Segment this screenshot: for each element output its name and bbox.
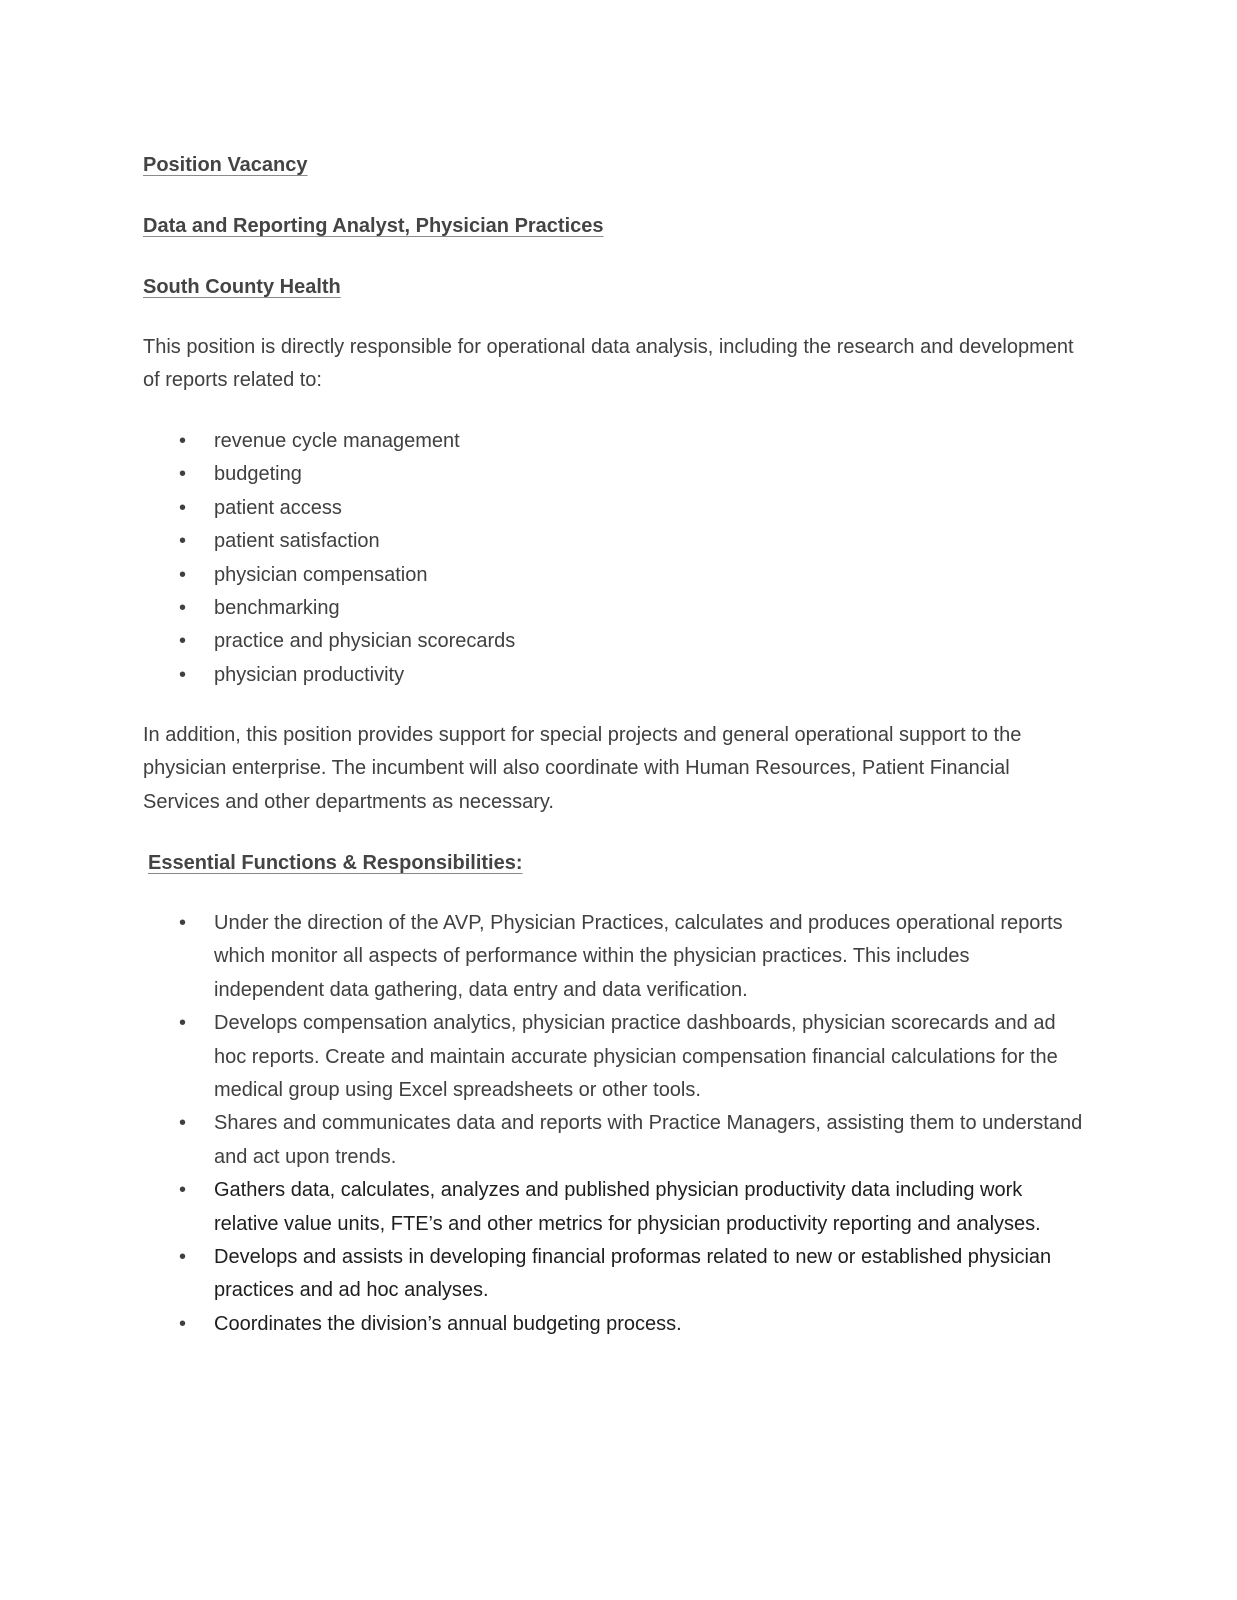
list-item-text: Develops and assists in developing financial proformas related to new or established physician practices and ad hoc analyses. bbox=[214, 1246, 1052, 1302]
list-item bbox=[143, 458, 1083, 491]
organization-heading: South County Health bbox=[143, 276, 341, 298]
bullet-icon: • bbox=[179, 496, 187, 519]
list-item-text: Under the direction of the AVP, Physician Practices, calculates and produces operational reports which monitor all aspects of performance within the physician practices. This includes independent data gathering, data entry and data verification. bbox=[214, 912, 1063, 1001]
bullet-icon: • bbox=[179, 597, 187, 620]
bullet-icon: • bbox=[179, 1312, 187, 1335]
list-item-text: Coordinates the division’s annual budgeting process. bbox=[214, 1312, 682, 1335]
bullet-icon: • bbox=[179, 1112, 187, 1135]
list-item bbox=[143, 625, 1083, 658]
report-topics-list bbox=[143, 425, 1083, 692]
list-item-text: patient satisfaction bbox=[214, 530, 380, 553]
list-item bbox=[143, 492, 1083, 525]
list-item-text: benchmarking bbox=[214, 597, 340, 620]
list-item bbox=[143, 1308, 1083, 1341]
bullet-icon: • bbox=[179, 463, 187, 486]
bullet-icon: • bbox=[179, 663, 187, 686]
essential-functions-heading: Essential Functions & Responsibilities: bbox=[148, 852, 523, 874]
list-item bbox=[143, 1007, 1083, 1107]
job-title-heading: Data and Reporting Analyst, Physician Practices bbox=[143, 215, 604, 237]
list-item bbox=[143, 425, 1083, 458]
list-item-text: practice and physician scorecards bbox=[214, 630, 516, 653]
list-item-text: physician compensation bbox=[214, 563, 428, 586]
intro-paragraph: This position is directly responsible for operational data analysis, including the research and development of reports related to: bbox=[143, 336, 1074, 392]
list-item-text: Develops compensation analytics, physician practice dashboards, physician scorecards and ad hoc reports. Create and maintain accurate physician compensation financial calculations for the medical group using Excel spreadsheets or other tools. bbox=[214, 1012, 1058, 1102]
functions-list bbox=[143, 907, 1083, 1341]
list-item bbox=[143, 659, 1083, 692]
bullet-icon: • bbox=[179, 430, 187, 452]
list-item-text: physician productivity bbox=[214, 663, 405, 686]
list-item-text: budgeting bbox=[214, 463, 302, 486]
list-item-text: revenue cycle management bbox=[214, 430, 460, 452]
list-item bbox=[143, 1174, 1083, 1241]
bullet-icon: • bbox=[179, 912, 187, 934]
list-item bbox=[143, 1107, 1083, 1174]
list-item-text: Shares and communicates data and reports with Practice Managers, assisting them to understand and act upon trends. bbox=[214, 1112, 1083, 1168]
addition-paragraph: In addition, this position provides support for special projects and general operational support to the physician enterprise. The incumbent will also coordinate with Human Resources, Patient Financial Services and other departments as necessary. bbox=[143, 724, 1022, 813]
list-item bbox=[143, 907, 1083, 1007]
list-item-text: Gathers data, calculates, analyzes and published physician productivity data including work relative value units, FTE’s and other metrics for physician productivity reporting and analyses. bbox=[214, 1179, 1041, 1235]
position-vacancy-heading: Position Vacancy bbox=[143, 154, 308, 176]
bullet-icon: • bbox=[179, 563, 187, 586]
bullet-icon: • bbox=[179, 1012, 187, 1035]
list-item-text: patient access bbox=[214, 496, 342, 519]
list-item bbox=[143, 1241, 1083, 1308]
list-item bbox=[143, 592, 1083, 625]
list-item bbox=[143, 559, 1083, 592]
bullet-icon: • bbox=[179, 630, 187, 653]
bullet-icon: • bbox=[179, 530, 187, 553]
bullet-icon: • bbox=[179, 1179, 187, 1202]
bullet-icon: • bbox=[179, 1246, 187, 1269]
list-item bbox=[143, 525, 1083, 558]
